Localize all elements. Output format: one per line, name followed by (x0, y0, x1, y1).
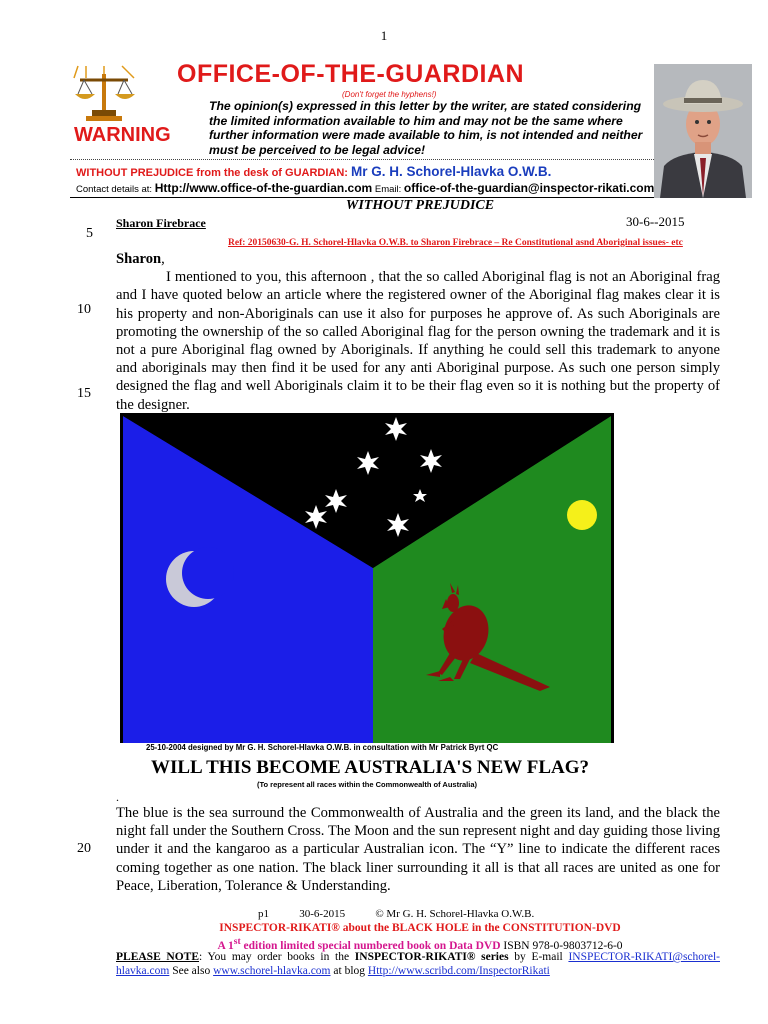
footer-page: p1 (258, 908, 269, 920)
flag-caption-sub: (To represent all races within the Commonwealth of Australia) (256, 780, 478, 789)
page-number: 1 (380, 28, 388, 43)
scales-of-justice-icon (72, 64, 136, 122)
footer-dvd-line: INSPECTOR-RIKATI® about the BLACK HOLE in the CONSTITUTION-DVD (219, 922, 621, 934)
contact-line (76, 181, 654, 195)
paragraph-1: I mentioned to you, this afternoon , that the so called Aboriginal flag is not an Aboriginal frag and I have quoted below an article where the registered owner of the Aboriginal flag makes clear it is his property and non-Aboriginals can use it also for purposes he approve of. As such Aboriginals are promoting the ownership of the so called Aboriginal flag for the person owning the trademark and it is not a pure Aboriginal flag owned by Aboriginals. If anything he could sell this trademark to anyone and aboriginals may then find it be used for any anti Aboriginal purpose. As such one person simply designed the flag and well Aboriginals claim it to be their flag even so it is nothing but the property of the designer. (116, 269, 720, 413)
email-link[interactable]: office-of-the-guardian@inspector-rikati.com (403, 181, 655, 195)
order-email-link[interactable]: INSPECTOR-RIKATI@schorel-hlavka.com (116, 951, 720, 977)
note-text: by E-mail (508, 951, 569, 963)
footer-line-1 (258, 908, 534, 920)
edition-sup: st (233, 936, 241, 947)
proposed-flag (120, 413, 614, 791)
recipient-name: Sharon Firebrace (116, 216, 206, 230)
line-number: 10 (77, 302, 91, 317)
divider (70, 159, 654, 161)
hyphens-note: (Don't forget the hyphens!) (342, 90, 437, 99)
blog-link[interactable]: Http://www.scribd.com/InspectorRikati (367, 965, 550, 977)
footer-copyright: © Mr G. H. Schorel-Hlavka O.W.B. (375, 908, 535, 920)
office-title: OFFICE-OF-THE-GUARDIAN (177, 60, 525, 88)
flag-image (120, 413, 614, 791)
note-text: at blog (330, 965, 368, 977)
contact-label: Contact details at: (76, 184, 153, 195)
footer-note (116, 950, 720, 978)
without-prejudice-heading: WITHOUT PREJUDICE (345, 198, 495, 213)
note-text: See also (169, 965, 214, 977)
isbn: ISBN 978-0-9803712-6-0 (500, 939, 623, 952)
from-desk-line (76, 164, 551, 179)
sun-icon (567, 500, 597, 530)
guardian-name: Mr G. H. Schorel-Hlavka O.W.B. (351, 164, 552, 179)
author-photo (654, 64, 752, 198)
site-link[interactable]: www.schorel-hlavka.com (213, 965, 331, 977)
from-desk-label: from the desk of GUARDIAN: (196, 167, 348, 179)
letterhead (70, 58, 654, 198)
dot: . (116, 790, 119, 804)
warning-text: The opinion(s) expressed in this letter by the writer, are stated considering the limited information available to him and may not be the same where further information were made available to him, is not intended and neither must be perceived to be legal advice! (209, 99, 643, 157)
website-link[interactable]: Http://www.office-of-the-guardian.com (154, 181, 373, 195)
paragraph-2: The blue is the sea surround the Commonwealth of Australia and the green its land, and the black the night fall under the Southern Cross. The Moon and the sun represent night and day guiding those living under it and the kangaroo as a particular Australian icon. The “Y” line to indicate the different races coming together as one nation. The black liner surrounding it all is that all races are united as one for Peace, Liberation, Tolerance & Understanding. (116, 805, 720, 894)
salutation: Sharon (116, 251, 162, 267)
reference-line: Ref: 20150630-G. H. Schorel-Hlavka O.W.B. to Sharon Firebrace – Re Constitutional asnd Aboriginal issues- etc (228, 238, 683, 248)
flag-caption-question: WILL THIS BECOME AUSTRALIA'S NEW FLAG? (150, 757, 589, 778)
email-label: Email: (374, 184, 402, 195)
line-number: 20 (77, 841, 91, 856)
series-name: INSPECTOR-RIKATI® series (354, 951, 509, 963)
note-text: : You may order books in the (199, 951, 355, 963)
letter-date: 30-6--2015 (626, 214, 685, 229)
portrait-image (654, 64, 752, 198)
line-number: 15 (77, 386, 91, 401)
edition-a: A 1 (217, 939, 234, 952)
footer-date: 30-6-2015 (299, 908, 346, 920)
flag-caption-designed: 25-10-2004 designed by Mr G. H. Schorel-Hlavka O.W.B. in consultation with Mr Patrick Byrt QC (146, 743, 499, 752)
line-number: 5 (86, 226, 93, 241)
edition-b: edition limited special numbered book on Data DVD (240, 939, 501, 952)
without-prejudice-label: WITHOUT PREJUDICE (76, 167, 194, 179)
warning-label: WARNING (74, 124, 171, 146)
letter-body: Sharon, I mentioned to you, this afternoon , that the so called Aboriginal flag is not an Aboriginal frag and I have quoted below an article where the registered owner of the Aboriginal flag makes clear it is his property and non-Aboriginals can use it also for purposes he approve of. As such Aboriginals are promoting the ownership of the so called Aboriginal flag for the person owning the trademark and it is not a pure Aboriginal flag owned by Aboriginals. If anything he could sell this trademark to anyone and aboriginals may then find it be used for any anti Aboriginal purpose. As such one person simply designed the flag and well Aboriginals claim it to be their flag even so it is nothing but the property of the designer. (116, 251, 720, 413)
please-note-label: PLEASE NOTE (116, 951, 200, 963)
